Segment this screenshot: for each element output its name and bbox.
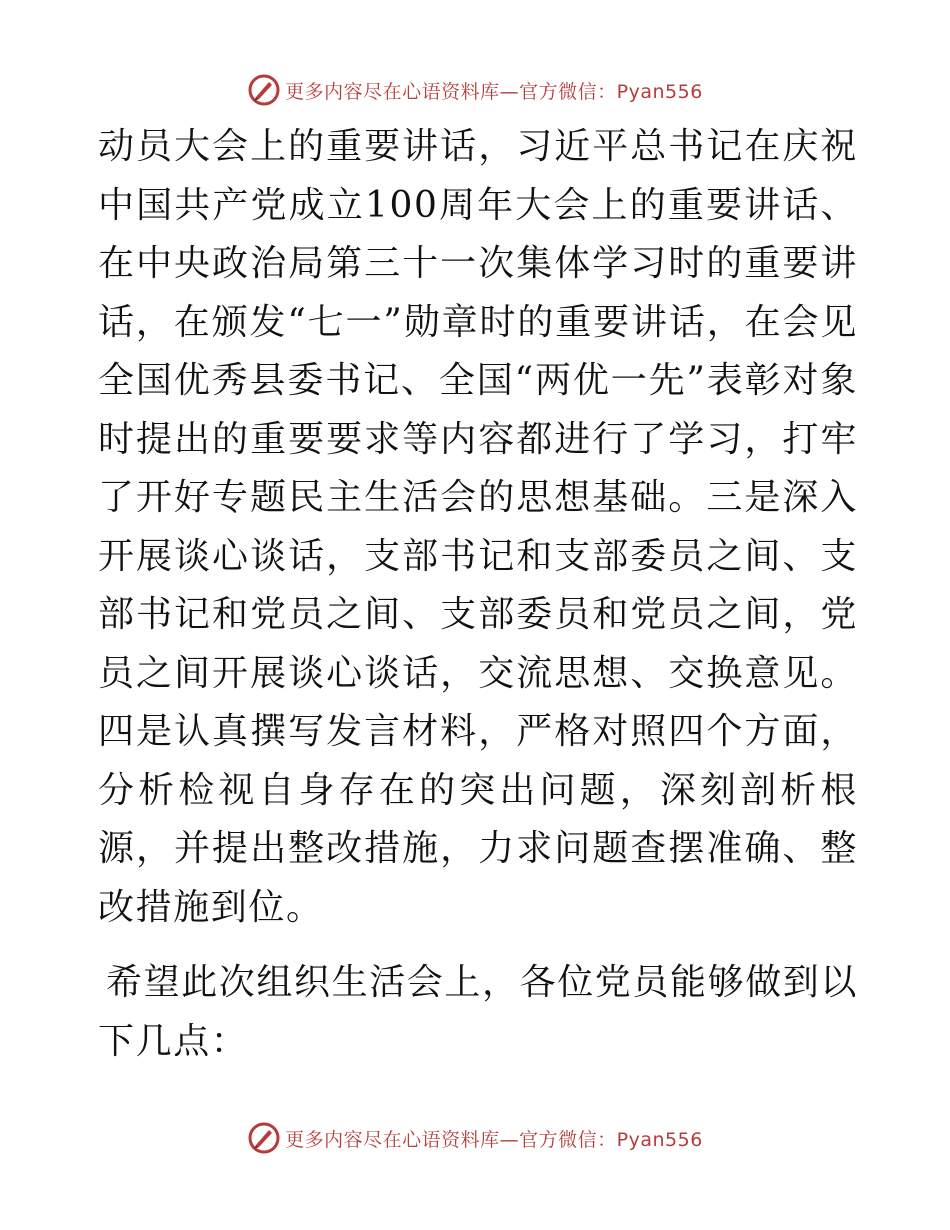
watermark-text: 更多内容尽在心语资料库—官方微信：Pyan556	[285, 1128, 703, 1151]
footer-watermark	[0, 1120, 950, 1156]
pen-seal-icon	[247, 73, 281, 107]
paragraph: 希望此次组织生活会上，各位党员能够做到以下几点：	[98, 962, 859, 1062]
document-body	[98, 118, 858, 1071]
paragraph: 动员大会上的重要讲话，习近平总书记在庆祝中国共产党成立100周年大会上的重要讲话、在中央政治局第三十一次集体学习时的重要讲话，在颁发“七一”勋章时的重要讲话，在会见全国优秀县委书记、全国“两优一先”表彰对象时提出的重要要求等内容都进行了学习，打牢了开好专题民主生活会的思想基础。三是深入开展谈心谈话，支部书记和支部委员之间、支部书记和党员之间、支部委员和党员之间，党员之间开展谈心谈话，交流思想、交换意见。四是认真撰写发言材料，严格对照四个方面，分析检视自身存在的突出问题，深刻剖析根源，并提出整改措施，力求问题查摆准确、整改措施到位。	[98, 126, 858, 928]
pen-seal-icon	[247, 1121, 281, 1155]
header-watermark	[0, 72, 950, 108]
watermark-text: 更多内容尽在心语资料库—官方微信：Pyan556	[285, 80, 703, 103]
